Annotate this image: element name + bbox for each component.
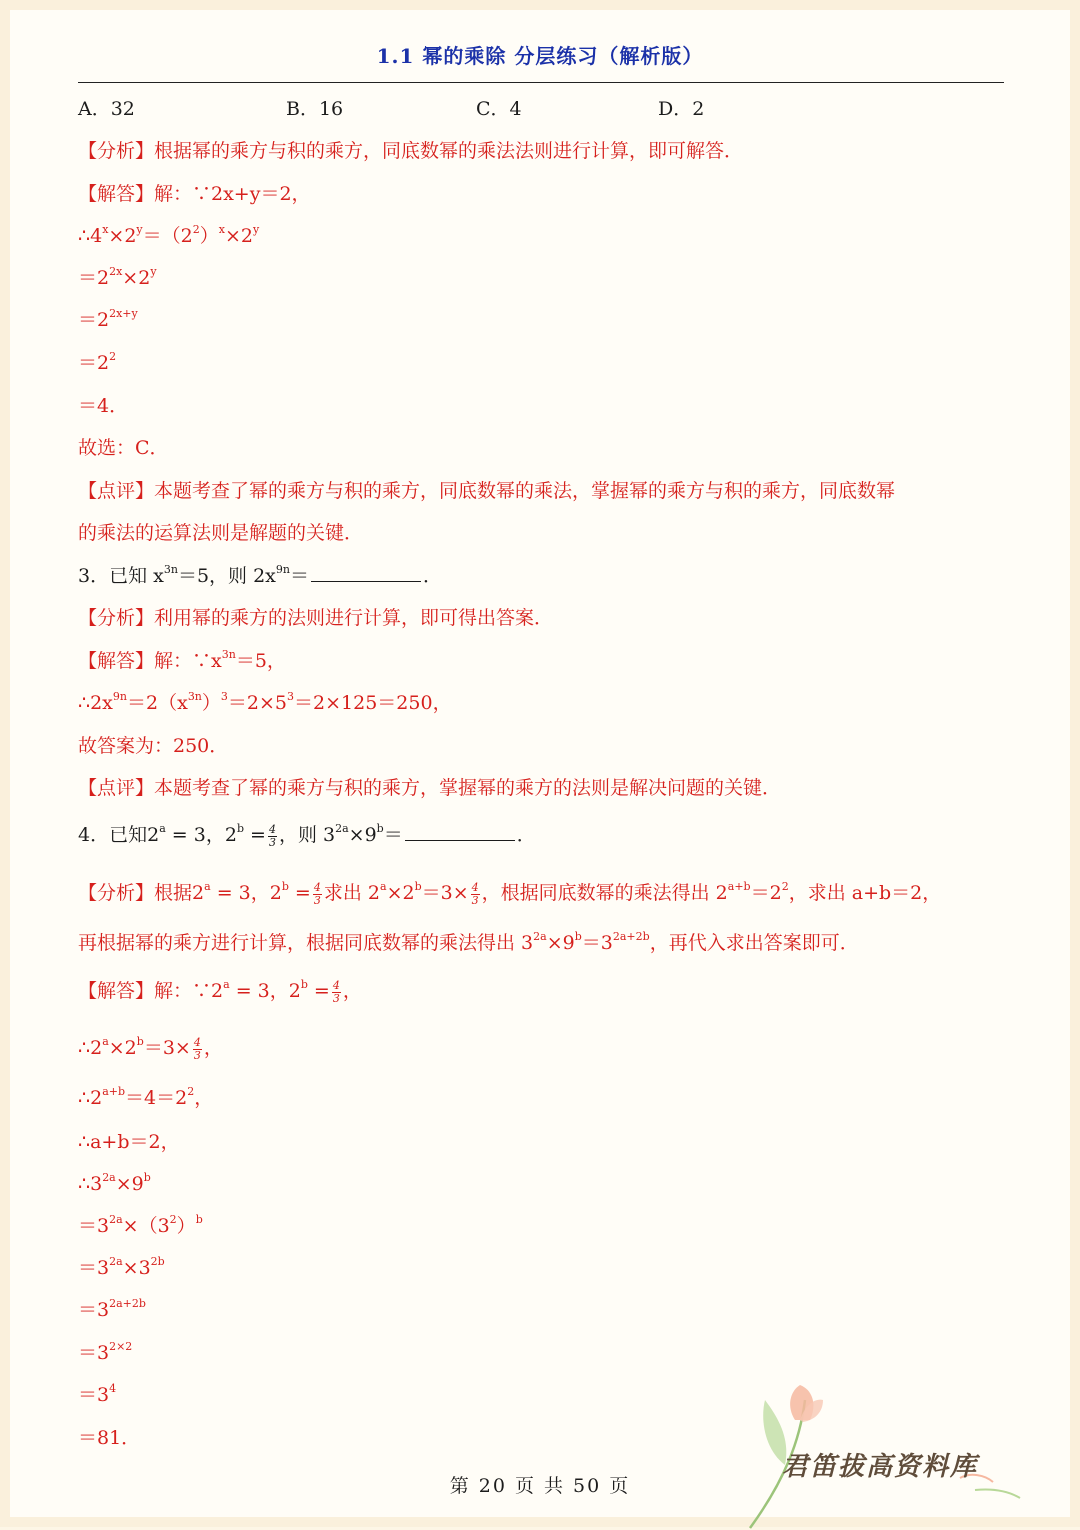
choice-b: B．16 — [286, 98, 344, 120]
q4-analysis-2: 再根据幂的乘方进行计算，根据同底数幂的乘法得出 $3^{2a}\times 9^b=3^{2a+2b}$，再代入求出答案即可． — [78, 930, 859, 954]
q2-step-3: $=2^{2x+y}$ — [78, 307, 138, 331]
q2-step-5: ＝4． — [78, 395, 129, 417]
q2-comment-2: 的乘法的运算法则是解题的关键． — [78, 522, 364, 544]
q2-solve-start: 【解答】解：∵2x+y＝2， — [78, 183, 311, 205]
q4-step-7: $=3^{2a+2b}$ — [78, 1297, 146, 1321]
answer-blank — [311, 563, 421, 582]
q4-analysis-1: 【分析】根据$2^a = 3$，$2^b$ = $\frac{4}{3}$ 求出 $2^a\times 2^b=3\times$ $\frac{4}{3}$ ，根据同底数幂的乘法得出 $2^{a+b}=2^2$，求出 a+b＝2， — [78, 880, 942, 907]
fraction: $\frac{4}{3}$ — [471, 880, 479, 907]
q4-stem: 4．已知$2^a = 3$，$2^b$ = $\frac{4}{3}$ ，则 $3^{2a}\times 9^b=$ ． — [78, 822, 536, 849]
q4-step-5: $=3^{2a}\times(3^2)^b$ — [78, 1213, 203, 1237]
q4-step-6: $=3^{2a}\times 3^{2b}$ — [78, 1255, 165, 1279]
q2-analysis: 【分析】根据幂的乘方与积的乘方，同底数幂的乘法法则进行计算，即可解答． — [78, 140, 744, 162]
q2-step-1: $\therefore 4^x\times 2^y=(2^2)^x\times 2^y$ — [78, 223, 260, 247]
fraction: $\frac{4}{3}$ — [313, 880, 321, 907]
q4-step-4: $\therefore 3^{2a}\times 9^b$ — [78, 1171, 151, 1195]
choice-a: A．32 — [78, 98, 135, 120]
q2-step-4: $=2^2$ — [78, 350, 117, 374]
choice-c: C．4 — [476, 98, 522, 120]
q2-step-2: $=2^{2x}\times 2^y$ — [78, 265, 157, 289]
fraction: $\frac{4}{3}$ — [332, 978, 340, 1005]
q4-step-10: ＝81． — [78, 1427, 141, 1449]
fraction: $\frac{4}{3}$ — [193, 1035, 201, 1062]
choice-d: D．2 — [658, 98, 705, 120]
q3-analysis: 【分析】利用幂的乘方的法则进行计算，即可得出答案． — [78, 607, 554, 629]
q2-comment-1: 【点评】本题考查了幂的乘方与积的乘方，同底数幂的乘法，掌握幂的乘方与积的乘方，同底数幂 — [78, 480, 896, 502]
choice-row — [78, 96, 978, 122]
q4-step-2: $\therefore 2^{a+b}=4=2^2$， — [78, 1085, 214, 1109]
q3-answer: 故答案为：250． — [78, 735, 229, 757]
q4-step-9: $=3^4$ — [78, 1382, 117, 1406]
q4-step-8: $=3^{2\times 2}$ — [78, 1340, 133, 1364]
watermark-text: 君笛拔高资料库 — [782, 1452, 979, 1482]
q4-step-3: ∴a+b＝2， — [78, 1131, 180, 1153]
q3-stem: 3．已知 $x^{3n}=5$，则 $2x^{9n}=$ ． — [78, 563, 442, 587]
q2-choice: 故选：C． — [78, 437, 169, 459]
q3-step-1: $\therefore 2x^{9n}=2(x^{3n})^3=2\times 5^3=2\times 125=250$， — [78, 690, 452, 714]
header-divider — [78, 82, 1004, 83]
page-footer: 第 20 页 共 50 页 — [449, 1475, 631, 1497]
fraction: $\frac{4}{3}$ — [268, 822, 276, 849]
q4-solve-start: 【解答】解：$\because 2^a = 3$，$2^b$ = $\frac{4}{3}$ ， — [78, 978, 362, 1005]
q4-step-1: $\therefore 2^a\times 2^b=3\times$ $\frac{4}{3}$ ， — [78, 1035, 223, 1062]
answer-blank — [405, 822, 515, 841]
page-title: 1.1 幂的乘除 分层练习（解析版） — [376, 44, 704, 68]
q3-comment: 【点评】本题考查了幂的乘方与积的乘方，掌握幂的乘方的法则是解决问题的关键． — [78, 777, 782, 799]
q3-solve-start: 【解答】解：$\because x^{3n}=5$， — [78, 648, 286, 672]
